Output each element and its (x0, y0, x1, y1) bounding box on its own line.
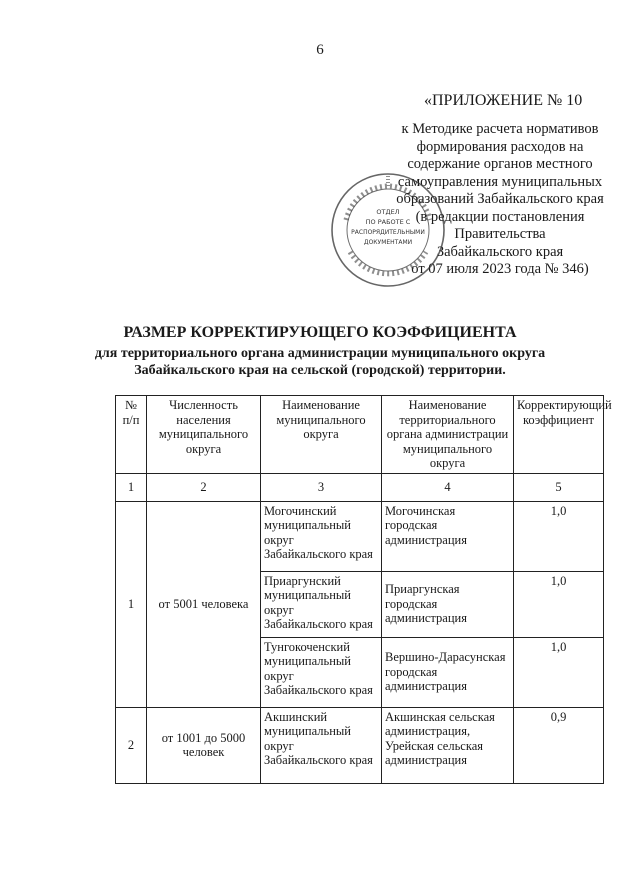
column-number: 2 (147, 473, 261, 501)
official-stamp (328, 170, 448, 290)
coefficient-cell: 1,0 (514, 571, 604, 637)
appendix-title: «ПРИЛОЖЕНИЕ № 10 (424, 92, 583, 109)
coefficient-cell: 0,9 (514, 707, 604, 783)
header-cell: Наименование муниципального округа (261, 396, 382, 474)
population-cell: от 5001 человека (147, 501, 261, 707)
organ-cell: Вершино-Дарасунская городская администрация (382, 637, 514, 707)
organ-cell: Приаргунская городская администрация (382, 571, 514, 637)
subtitle-line: Забайкальского края на сельской (городской) территории. (134, 363, 506, 378)
document-subtitle (60, 345, 580, 379)
stamp-line: ПО РАБОТЕ С (365, 218, 411, 226)
subtitle-line: для территориального органа администрации муниципального округа (94, 346, 546, 361)
table-row (116, 501, 604, 571)
coefficient-table (115, 395, 612, 784)
appendix-line: к Методике расчета нормативов (401, 121, 599, 137)
row-number: 1 (116, 501, 147, 707)
coefficient-cell: 1,0 (514, 637, 604, 707)
row-number: 2 (116, 707, 147, 783)
header-cell: Корректирующий коэффициент (514, 396, 604, 474)
page-number: 6 (316, 42, 324, 58)
header-row (116, 396, 604, 474)
appendix-line: самоуправления муниципальных (397, 173, 603, 190)
stamp-line: ДОКУМЕНТАМИ (363, 239, 413, 246)
document-title: РАЗМЕР КОРРЕКТИРУЮЩЕГО КОЭФФИЦИЕНТА (123, 324, 517, 341)
district-cell: Акшинский муниципальный округ Забайкальского края (261, 707, 382, 783)
header-cell: Наименование территориального органа администрации муниципального округа (382, 396, 514, 474)
stamp-line: РАСПОРЯДИТЕЛЬНЫМИ (351, 229, 425, 236)
appendix-line: Забайкальского края (436, 243, 564, 260)
appendix-line: от 07 июля 2023 года № 346) (411, 261, 589, 277)
appendix-line: образований Забайкальского края (396, 191, 604, 207)
header-cell: № п/п (116, 396, 147, 474)
stamp-line: ОТДЕЛ (376, 208, 400, 216)
population-cell: от 1001 до 5000 человек (147, 707, 261, 783)
column-number-row (116, 473, 604, 501)
organ-cell: Могочинская городская администрация (382, 501, 514, 571)
district-cell: Тунгокоченский муниципальный округ Забайкальского края (261, 637, 382, 707)
column-number: 3 (261, 473, 382, 501)
organ-cell: Акшинская сельская администрация, Урейская сельская администрация (382, 707, 514, 783)
header-cell: Численность населения муниципального округа (147, 396, 261, 474)
column-number: 1 (116, 473, 147, 501)
column-number: 5 (514, 473, 604, 501)
appendix-line: Правительства (454, 226, 546, 242)
appendix-line: (в редакции постановления (415, 208, 585, 225)
column-number: 4 (382, 473, 514, 501)
district-cell: Могочинский муниципальный округ Забайкальского края (261, 501, 382, 571)
table-row (116, 707, 604, 783)
appendix-line: содержание органов местного (407, 156, 593, 172)
district-cell: Приаргунский муниципальный округ Забайкальского края (261, 571, 382, 637)
coefficient-cell: 1,0 (514, 501, 604, 571)
appendix-line: формирования расходов на (416, 138, 584, 155)
